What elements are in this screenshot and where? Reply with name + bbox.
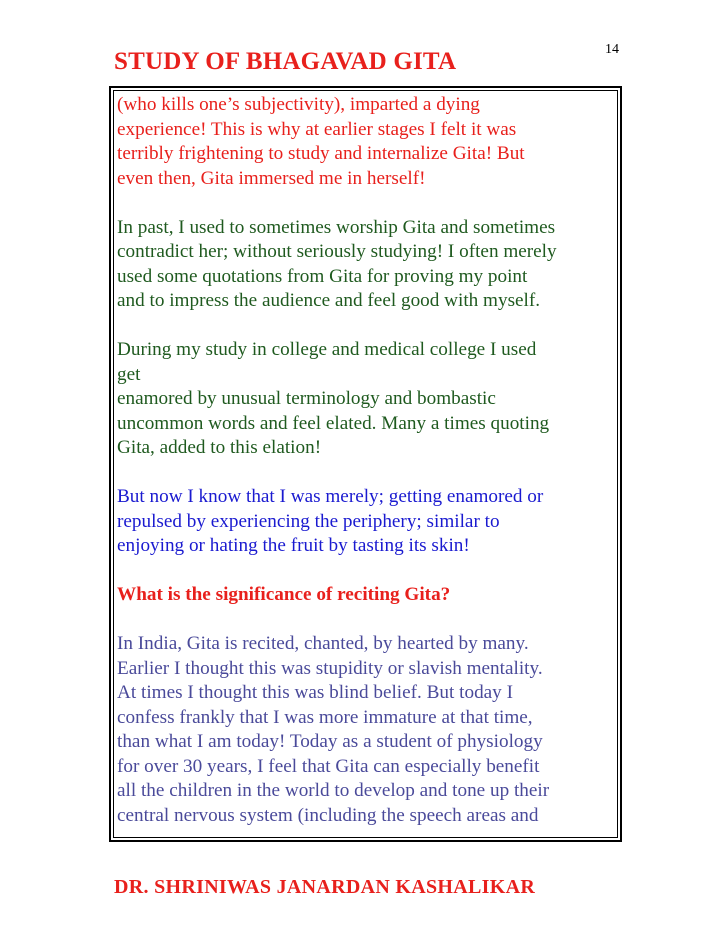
text-line: than what I am today! Today as a student of physiology (117, 731, 543, 752)
text-line: and to impress the audience and feel good with myself. (117, 290, 541, 311)
text-line: What is the significance of reciting Gita? (117, 584, 451, 605)
text-line: experience! This is why at earlier stages I felt it was (117, 118, 517, 140)
author-footer: DR. SHRINIWAS JANARDAN KASHALIKAR (114, 876, 536, 898)
text-line: During my study in college and medical college I used (117, 339, 537, 360)
text-line: Earlier I thought this was stupidity or slavish mentality. (117, 657, 543, 679)
text-line: repulsed by experiencing the periphery; similar to (117, 510, 500, 532)
text-line: But now I know that I was merely; getting enamored or (117, 486, 544, 507)
text-line: enamored by unusual terminology and bombastic (117, 388, 496, 409)
article-body (117, 93, 617, 853)
text-line: uncommon words and feel elated. Many a times quoting (117, 412, 550, 434)
section-heading (117, 583, 617, 608)
text-line: terribly frightening to study and internalize Gita! But (117, 143, 525, 164)
paragraph (117, 632, 617, 828)
page-title: STUDY OF BHAGAVAD GITA (114, 48, 457, 75)
text-line: At times I thought this was blind belief. But today I (117, 682, 513, 703)
text-line: Gita, added to this elation! (117, 437, 322, 458)
text-line: (who kills one’s subjectivity), imparted a dying (117, 94, 480, 115)
page-number: 14 (605, 42, 619, 57)
text-line: confess frankly that I was more immature at that time, (117, 706, 533, 728)
text-line: central nervous system (including the speech areas and (117, 804, 539, 826)
text-line: In past, I used to sometimes worship Gita and sometimes (117, 216, 556, 238)
text-line: In India, Gita is recited, chanted, by hearted by many. (117, 633, 529, 654)
text-line: for over 30 years, I feel that Gita can especially benefit (117, 755, 540, 777)
text-line: all the children in the world to develop and tone up their (117, 780, 550, 801)
paragraph (117, 338, 617, 461)
text-line: used some quotations from Gita for proving my point (117, 265, 528, 287)
text-line: even then, Gita immersed me in herself! (117, 167, 426, 189)
paragraph (117, 93, 617, 191)
text-line: contradict her; without seriously studying! I often merely (117, 241, 557, 262)
text-line: get (117, 363, 141, 385)
paragraph (117, 216, 617, 314)
paragraph (117, 485, 617, 559)
text-line: enjoying or hating the fruit by tasting its skin! (117, 535, 470, 556)
